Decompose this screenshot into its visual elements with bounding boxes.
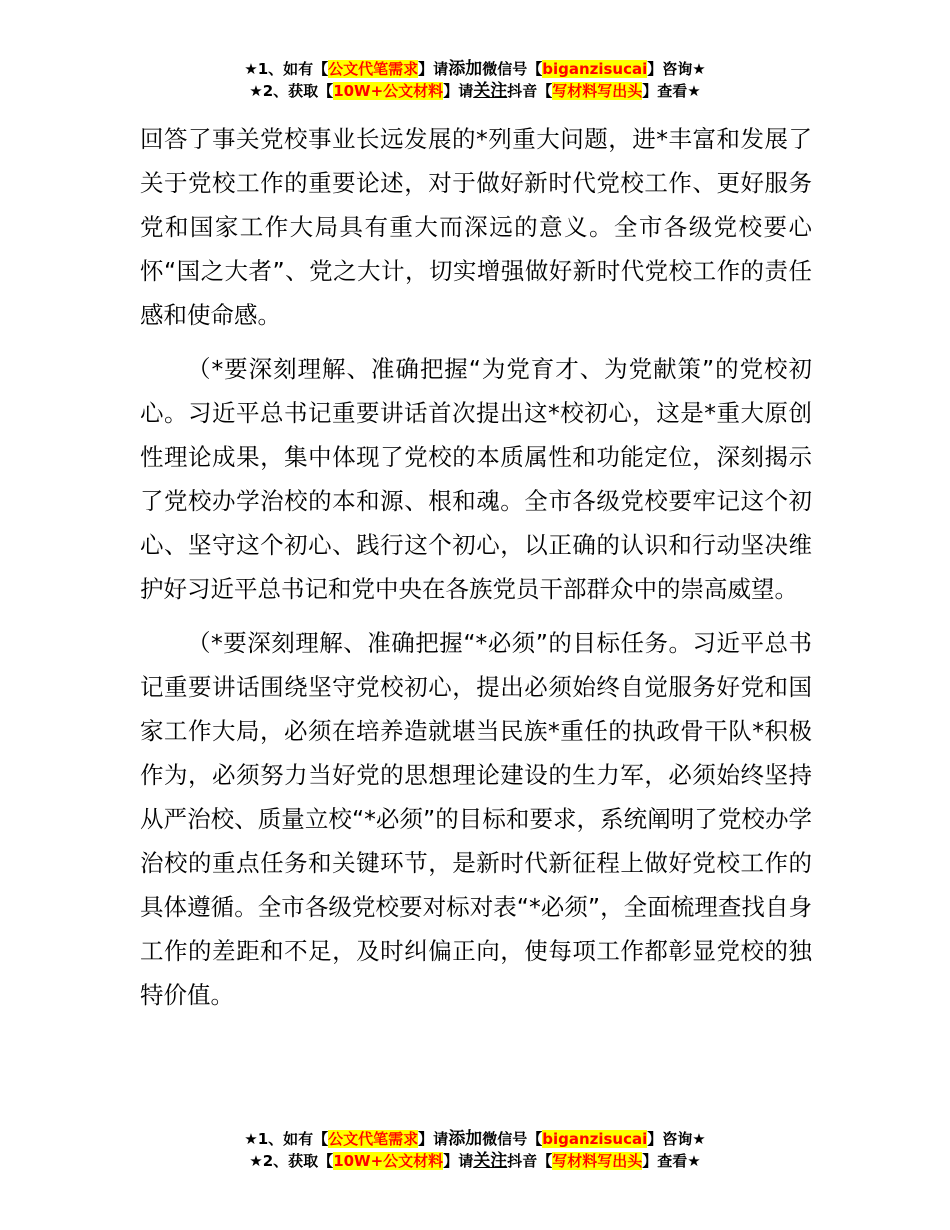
- highlight-service: 公文代笔需求: [328, 1130, 419, 1148]
- highlight-douyin-id: 写材料写出头: [552, 1152, 643, 1170]
- footer-banner: [0, 1128, 950, 1172]
- paragraph: 回答了事关党校事业长远发展的*列重大问题，进*丰富和发展了关于党校工作的重要论述，对于做好新时代党校工作、更好服务党和国家工作大局具有重大而深远的意义。全市各级党校要心怀“国之大者”、党之大计，切实增强做好新时代党校工作的责任感和使命感。: [140, 125, 812, 329]
- banner-text: 】请: [418, 60, 449, 78]
- highlight-materials: 10W+公文材料: [333, 82, 444, 100]
- highlight-materials: 10W+公文材料: [333, 1152, 444, 1170]
- banner-text-emphasis: 关注: [473, 1151, 508, 1171]
- banner-text: ★2、获取【: [249, 82, 334, 100]
- banner-text-emphasis: 添加: [448, 1129, 483, 1149]
- banner-text: 】请: [443, 82, 474, 100]
- highlight-service: 公文代笔需求: [328, 60, 419, 78]
- banner-text: 】请: [418, 1130, 449, 1148]
- paragraph: （*要深刻理解、准确把握“*必须”的目标任务。习近平总书记重要讲话围绕坚守党校初心，提出必须始终自觉服务好党和国家工作大局，必须在培养造就堪当民族*重任的执政骨干队*积极作为，必须努力当好党的思想理论建设的生力军，必须始终坚持从严治校、质量立校“*必须”的目标和要求，系统阐明了党校办学治校的重点任务和关键环节，是新时代新征程上做好党校工作的具体遵循。全市各级党校要对标对表“*必须”，全面梳理查找自身工作的差距和不足，及时纠偏正向，使每项工作都彰显党校的独特价值。: [140, 629, 812, 1009]
- banner-text: 】查看★: [642, 82, 701, 100]
- banner-text-emphasis: 关注: [473, 81, 508, 101]
- banner-text: 微信号【: [482, 60, 543, 78]
- header-banner: [0, 58, 950, 102]
- document-body: [140, 117, 812, 1027]
- banner-line-1: [0, 1128, 950, 1150]
- banner-line-1: [0, 58, 950, 80]
- banner-text: ★1、如有【: [244, 1130, 329, 1148]
- banner-line-2: [0, 1150, 950, 1172]
- banner-text: 】咨询★: [647, 1130, 706, 1148]
- banner-text: 】咨询★: [647, 60, 706, 78]
- highlight-wechat-id: biganzisucai: [542, 60, 648, 78]
- banner-text: ★1、如有【: [244, 60, 329, 78]
- highlight-wechat-id: biganzisucai: [542, 1130, 648, 1148]
- banner-text: 微信号【: [482, 1130, 543, 1148]
- banner-text: 抖音【: [507, 82, 553, 100]
- banner-line-2: [0, 80, 950, 102]
- banner-text-emphasis: 添加: [448, 59, 483, 79]
- paragraph: （*要深刻理解、准确把握“为党育才、为党献策”的党校初心。习近平总书记重要讲话首次提出这*校初心，这是*重大原创性理论成果，集中体现了党校的本质属性和功能定位，深刻揭示了党校办学治校的本和源、根和魂。全市各级党校要牢记这个初心、坚守这个初心、践行这个初心，以正确的认识和行动坚决维护好习近平总书记和党中央在各族党员干部群众中的崇高威望。: [140, 355, 812, 603]
- banner-text: 】请: [443, 1152, 474, 1170]
- highlight-douyin-id: 写材料写出头: [552, 82, 643, 100]
- banner-text: ★2、获取【: [249, 1152, 334, 1170]
- banner-text: 】查看★: [642, 1152, 701, 1170]
- banner-text: 抖音【: [507, 1152, 553, 1170]
